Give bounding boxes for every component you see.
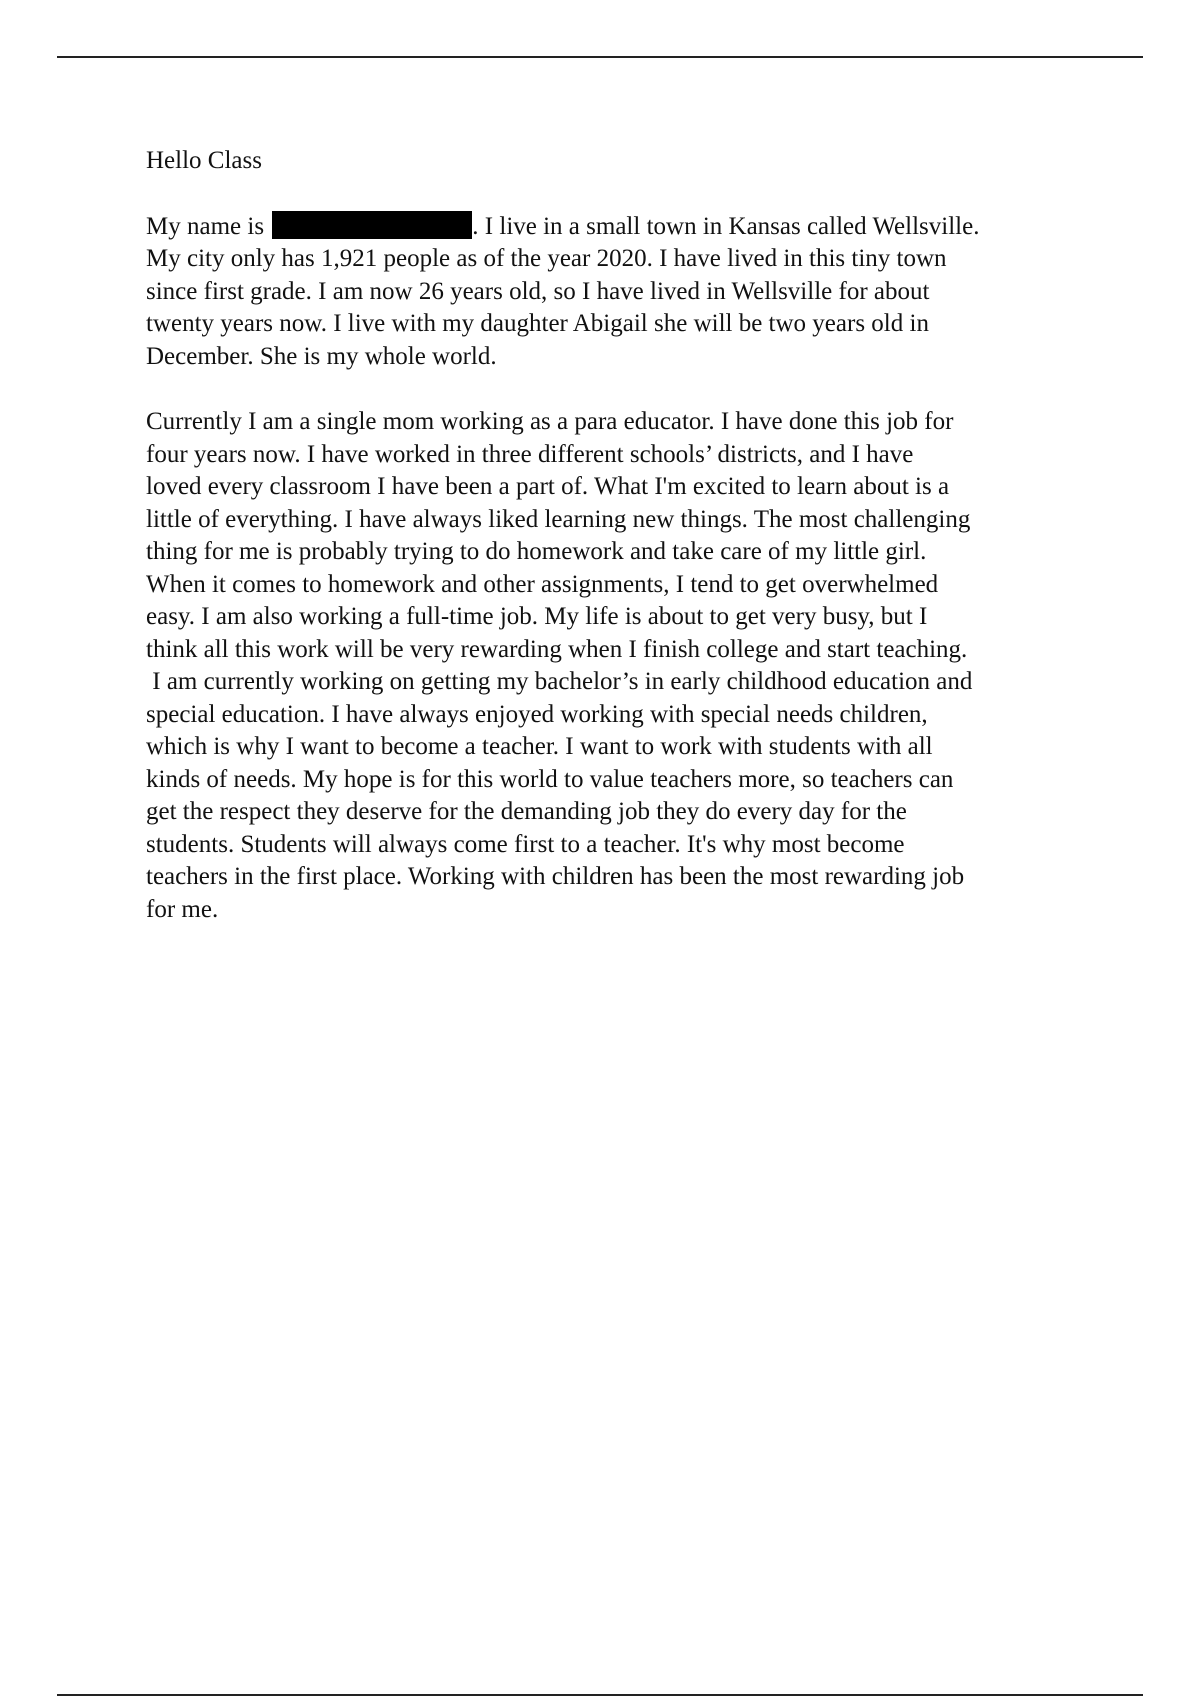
- paragraph-line: December. She is my whole world.: [146, 342, 497, 370]
- header-rule: [57, 56, 1143, 58]
- paragraph-line: since first grade. I am now 26 years old, so I have lived in Wellsville for about: [146, 277, 930, 305]
- paragraph-line: [146, 211, 1086, 244]
- paragraph-line: Currently I am a single mom working as a para educator. I have done this job for: [146, 408, 954, 435]
- paragraph-line: get the respect they deserve for the demanding job they do every day for the: [146, 798, 907, 825]
- paragraph-line: thing for me is probably trying to do homework and take care of my little girl.: [146, 538, 927, 565]
- paragraph-line: students. Students will always come first to a teacher. It's why most become: [146, 830, 905, 858]
- paragraph-main: [146, 406, 1086, 926]
- paragraph-line: kinds of needs. My hope is for this world to value teachers more, so teachers can: [146, 765, 954, 793]
- paragraph-line: think all this work will be very rewarding when I finish college and start teaching.: [146, 635, 968, 663]
- paragraph-intro: [146, 211, 1086, 374]
- paragraph-line: loved every classroom I have been a part of. What I'm excited to learn about is a: [146, 473, 950, 500]
- footer-rule: [57, 1694, 1143, 1696]
- document-body: [146, 145, 1086, 959]
- paragraph-line: which is why I want to become a teacher. I want to work with students with all: [146, 733, 933, 760]
- greeting: Hello Class: [146, 147, 262, 174]
- intro-prefix: My name is: [146, 212, 271, 240]
- paragraph-line: four years now. I have worked in three different schools’ districts, and I have: [146, 440, 914, 468]
- paragraph-line: for me.: [146, 895, 219, 923]
- paragraph-line: twenty years now. I live with my daughter Abigail she will be two years old in: [146, 310, 929, 337]
- paragraph-line: I am currently working on getting my bachelor’s in early childhood education and: [146, 668, 973, 695]
- paragraph-line: My city only has 1,921 people as of the year 2020. I have lived in this tiny town: [146, 245, 947, 272]
- redacted-name-block: [272, 211, 472, 239]
- intro-suffix: . I live in a small town in Kansas called Wellsville.: [472, 212, 980, 240]
- paragraph-line: When it comes to homework and other assignments, I tend to get overwhelmed: [146, 570, 939, 598]
- paragraph-line: teachers in the first place. Working with children has been the most rewarding job: [146, 863, 965, 890]
- paragraph-line: little of everything. I have always liked learning new things. The most challenging: [146, 505, 971, 533]
- paragraph-line: special education. I have always enjoyed working with special needs children,: [146, 700, 928, 728]
- paragraph-line: easy. I am also working a full-time job. My life is about to get very busy, but I: [146, 603, 928, 630]
